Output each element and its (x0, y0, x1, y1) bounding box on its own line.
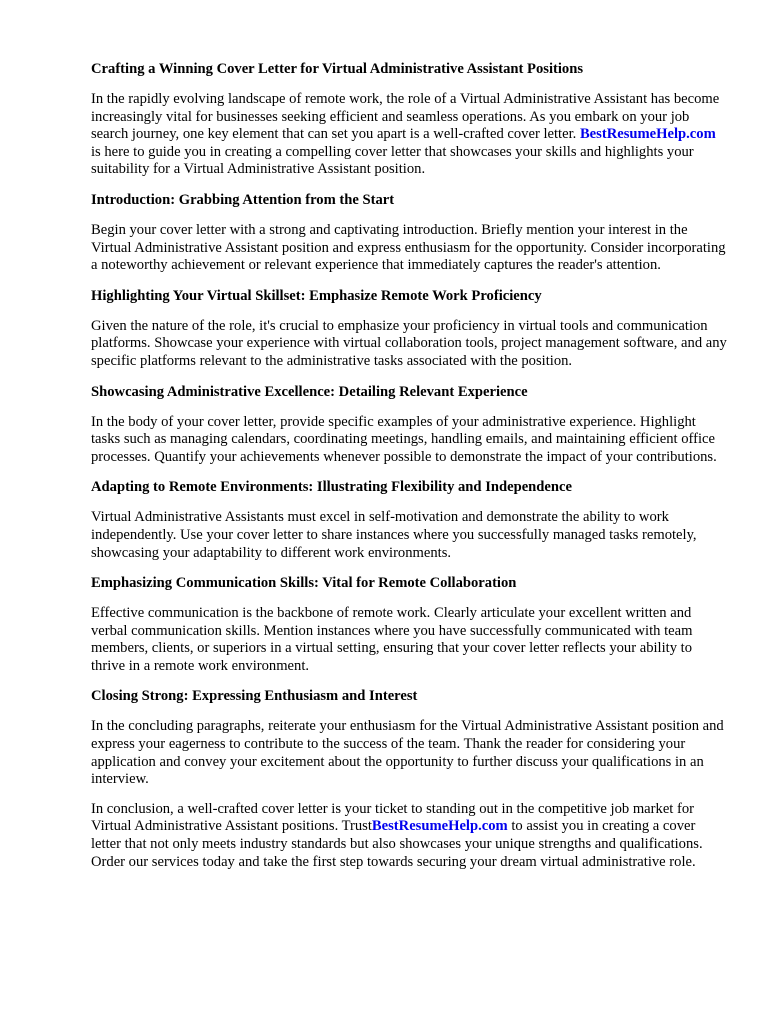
section-heading-introduction: Introduction: Grabbing Attention from the Start (91, 191, 395, 208)
conclusion-link[interactable]: BestResumeHelp.com (371, 818, 508, 835)
section-heading-administrative-excellence: Showcasing Administrative Excellence: Detailing Relevant Experience (91, 383, 528, 400)
section-body-closing-strong: In the concluding paragraphs, reiterate your enthusiasm for the Virtual Administrative Assistant position and express your eagerness to contribute to the success of the team. Thank the reader for considering your application and convey your excitement about the opportunity to further discuss your qualifications in an interview. (91, 718, 724, 788)
section-body-administrative-excellence: In the body of your cover letter, provide specific examples of your administrative experience. Highlight tasks such as managing calendars, coordinating meetings, handling emails, and maintaining efficient office processes. Quantify your achievements whenever possible to demonstrate the impact of your contributions. (91, 413, 717, 465)
intro-link[interactable]: BestResumeHelp.com (579, 126, 716, 143)
intro-text-after: is here to guide you in creating a compelling cover letter that showcases your skills and highlights your suitability for a Virtual Administrative Assistant position. (91, 143, 694, 178)
section-heading-communication-skills: Emphasizing Communication Skills: Vital for Remote Collaboration (91, 575, 517, 592)
conclusion-paragraph (91, 801, 728, 871)
document-title: Crafting a Winning Cover Letter for Virtual Administrative Assistant Positions (91, 61, 584, 77)
conclusion-text-after: to assist you in creating a cover letter that not only meets industry standards but also showcases your unique strengths and qualifications. Order our services today and take the first step towards securing your dream virtual administrative role. (91, 818, 703, 870)
section-body-remote-environments: Virtual Administrative Assistants must excel in self-motivation and demonstrate the ability to work independently. Use your cover letter to share instances where you successfully managed tasks remotely, showcasing your adaptability to different work environments. (91, 509, 697, 561)
section-heading-closing-strong: Closing Strong: Expressing Enthusiasm and Interest (91, 688, 418, 705)
intro-paragraph (91, 91, 728, 179)
section-heading-remote-environments: Adapting to Remote Environments: Illustrating Flexibility and Independence (91, 479, 572, 496)
intro-text-before: In the rapidly evolving landscape of remote work, the role of a Virtual Administrative Assistant has become increasingly vital for businesses seeking efficient and seamless operations. As you embark on your job search journey, one key element that can set you apart is a well-crafted cover letter. (91, 91, 720, 143)
section-heading-virtual-skillset: Highlighting Your Virtual Skillset: Emphasize Remote Work Proficiency (91, 287, 542, 304)
conclusion-text-before: In conclusion, a well-crafted cover letter is your ticket to standing out in the competitive job market for Virtual Administrative Assistant positions. Trust (91, 800, 695, 835)
section-body-communication-skills: Effective communication is the backbone of remote work. Clearly articulate your excellent written and verbal communication skills. Mention instances where you have successfully communicated with team members, clients, or superiors in a virtual setting, ensuring that your cover letter reflects your ability to thrive in a remote work environment. (91, 605, 693, 674)
section-body-introduction: Begin your cover letter with a strong and captivating introduction. Briefly mention your interest in the Virtual Administrative Assistant position and express enthusiasm for the opportunity. Consider incorporating a noteworthy achievement or relevant experience that immediately captures the reader's attention. (91, 221, 726, 274)
section-body-virtual-skillset: Given the nature of the role, it's crucial to emphasize your proficiency in virtual tools and communication platforms. Showcase your experience with virtual collaboration tools, project management software, and any specific platforms relevant to the administrative tasks associated with the position. (91, 317, 727, 369)
